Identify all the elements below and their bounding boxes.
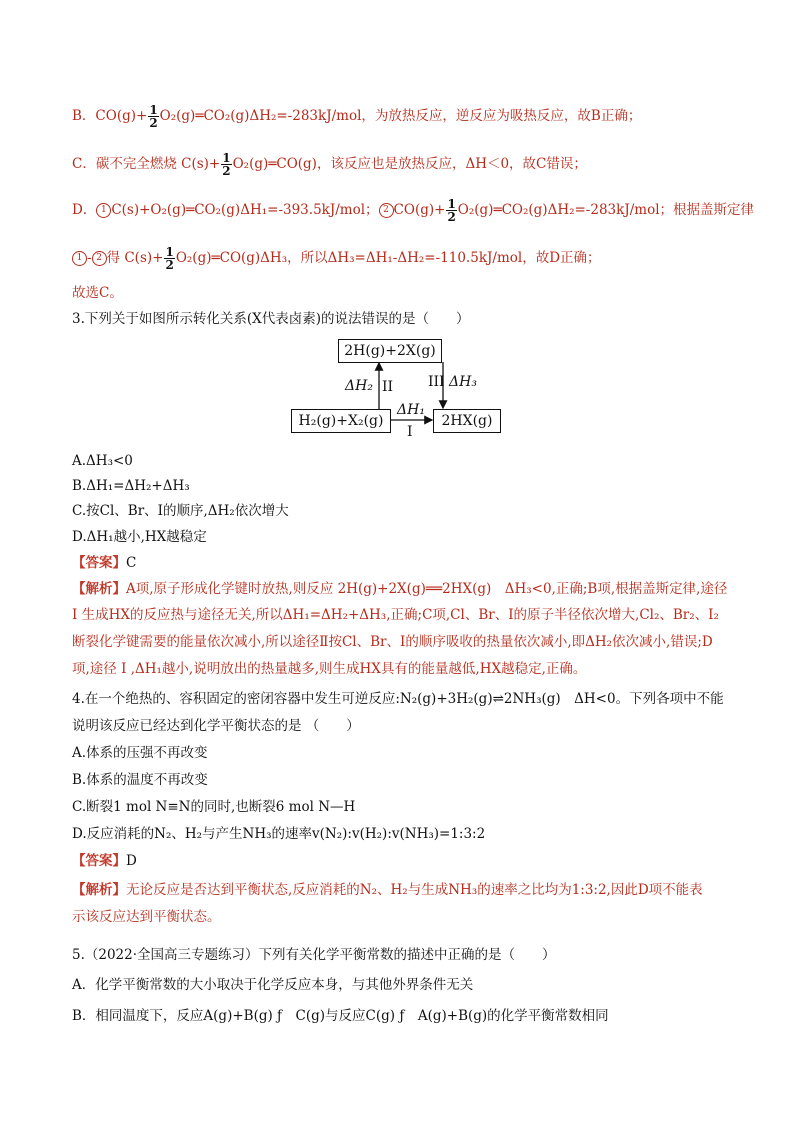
equation-1: C(s)+O₂(g)═CO₂(g)ΔH₁=-393.5kJ/mol； xyxy=(111,202,379,218)
equation-3-prefix: 得 C(s)+ xyxy=(106,250,164,266)
q4-answer xyxy=(72,851,137,871)
answer-tag: 【答案】 xyxy=(72,555,126,571)
q4-analysis-1 xyxy=(72,880,703,900)
delta-h2-label: ΔH₂ xyxy=(345,378,373,394)
analysis-tag: 【解析】 xyxy=(72,882,126,898)
explanation-option-d-1 xyxy=(72,198,754,223)
answer-value: D xyxy=(126,853,137,869)
conclusion: 故选C。 xyxy=(72,285,123,301)
explanation-option-b xyxy=(72,104,641,129)
frac-num: 1 xyxy=(222,151,231,165)
explanation-option-c xyxy=(72,152,587,177)
frac-num: 1 xyxy=(165,245,174,259)
route-ii-label: II xyxy=(382,379,394,395)
q3-option-d: D.ΔH₁越小,HX越稳定 xyxy=(72,529,207,545)
q4-option-c: C.断裂1 mol N≡N的同时,也断裂6 mol N—H xyxy=(72,799,356,815)
option-d-prefix: D． xyxy=(72,202,97,218)
q4-option-b: B.体系的温度不再改变 xyxy=(72,772,208,788)
q3-analysis-2: Ⅰ 生成HX的反应热与途径无关,所以ΔH₁=ΔH₂+ΔH₃,正确;C项,Cl、Br、I的原子半径依次增大,Cl₂、Br₂、I₂ xyxy=(72,607,719,623)
minus-sign: - xyxy=(87,250,92,266)
frac-den: 2 xyxy=(447,210,456,224)
q5-option-a: A．化学平衡常数的大小取决于化学反应本身，与其他外界条件无关 xyxy=(72,977,474,993)
reactants-box: H₂(g)+X₂(g) xyxy=(291,409,391,433)
option-b-suffix: O₂(g)═CO₂(g)ΔH₂=-283kJ/mol，为放热反应，逆反应为吸热反应，故B正确； xyxy=(159,108,642,124)
fraction xyxy=(446,198,456,223)
q4-stem-1: 4.在一个绝热的、容积固定的密闭容器中发生可逆反应:N₂(g)+3H₂(g)⇌2NH₃(g) ΔH<0。下列各项中不能 xyxy=(72,691,724,707)
equation-2-prefix: CO(g)+ xyxy=(393,202,446,218)
q4-analysis-2: 示该反应达到平衡状态。 xyxy=(72,909,221,925)
q5-stem: 5.（2022·全国高三专题练习）下列有关化学平衡常数的描述中正确的是（ ） xyxy=(72,947,556,963)
q4-stem-2: 说明该反应已经达到化学平衡状态的是 （ ） xyxy=(72,718,360,734)
q5-option-b: B．相同温度下，反应A(g)+B(g) ƒ C(g)与反应C(g) ƒ A(g)+B(g)的化学平衡常数相同 xyxy=(72,1008,609,1024)
route-iii-label: III xyxy=(428,374,445,390)
explanation-option-d-2 xyxy=(72,246,601,271)
option-b-prefix: B．CO(g)+ xyxy=(72,108,148,124)
q3-option-b: B.ΔH₁=ΔH₂+ΔH₃ xyxy=(72,478,190,494)
frac-den: 2 xyxy=(149,116,158,130)
q3-answer xyxy=(72,553,136,573)
option-c-prefix: C．碳不完全燃烧 C(s)+ xyxy=(72,156,221,172)
q3-option-a: A.ΔH₃<0 xyxy=(72,453,133,469)
circled-number-1: 1 xyxy=(96,203,111,218)
product-box: 2HX(g) xyxy=(433,409,501,433)
circled-number-2: 2 xyxy=(379,203,394,218)
q3-analysis-3: 断裂化学键需要的能量依次减小,所以途径Ⅱ按Cl、Br、I的顺序吸收的热量依次减小,即ΔH₂依次减小,错误;D xyxy=(72,634,713,650)
analysis-text: A项,原子形成化学键时放热,则反应 2H(g)+2X(g)══2HX(g) ΔH₃<0,正确;B项,根据盖斯定律,途径 xyxy=(126,581,728,597)
delta-h3-label: ΔH₃ xyxy=(449,374,477,390)
fraction xyxy=(164,246,174,271)
fraction xyxy=(221,152,231,177)
frac-den: 2 xyxy=(222,164,231,178)
q3-analysis-1 xyxy=(72,579,727,599)
answer-tag: 【答案】 xyxy=(72,853,126,869)
circled-number-1: 1 xyxy=(72,251,87,266)
frac-num: 1 xyxy=(447,197,456,211)
answer-value: C xyxy=(126,555,137,571)
analysis-text: 无论反应是否达到平衡状态,反应消耗的N₂、H₂与生成NH₃的速率之比均为1:3:2,因此D项不能表 xyxy=(126,882,703,898)
q3-analysis-4: 项,途径 Ⅰ ,ΔH₁越小,说明放出的热量越多,则生成HX具有的能量越低,HX越稳定,正确。 xyxy=(72,661,587,677)
delta-h1-label: ΔH₁ xyxy=(397,402,425,418)
frac-num: 1 xyxy=(149,103,158,117)
q3-option-c: C.按Cl、Br、I的顺序,ΔH₂依次增大 xyxy=(72,503,289,519)
equation-3-suffix: O₂(g)═CO(g)ΔH₃，所以ΔH₃=ΔH₁-ΔH₂=-110.5kJ/mol，故D正确； xyxy=(175,250,601,266)
circled-number-2: 2 xyxy=(92,251,107,266)
q3-stem: 3.下列关于如图所示转化关系(X代表卤素)的说法错误的是（ ） xyxy=(72,311,470,327)
route-i-label: I xyxy=(407,424,413,440)
equation-2-suffix: O₂(g)═CO₂(g)ΔH₂=-283kJ/mol；根据盖斯定律 xyxy=(457,202,755,218)
q4-option-d: D.反应消耗的N₂、H₂与产生NH₃的速率v(N₂):v(H₂):v(NH₃)=1:3:2 xyxy=(72,826,486,842)
q4-option-a: A.体系的压强不再改变 xyxy=(72,745,208,761)
option-c-suffix: O₂(g)═CO(g)，该反应也是放热反应，ΔH＜0，故C错误； xyxy=(232,156,587,172)
frac-den: 2 xyxy=(165,258,174,272)
analysis-tag: 【解析】 xyxy=(72,581,126,597)
fraction xyxy=(148,104,158,129)
top-state-box: 2H(g)+2X(g) xyxy=(338,339,442,363)
